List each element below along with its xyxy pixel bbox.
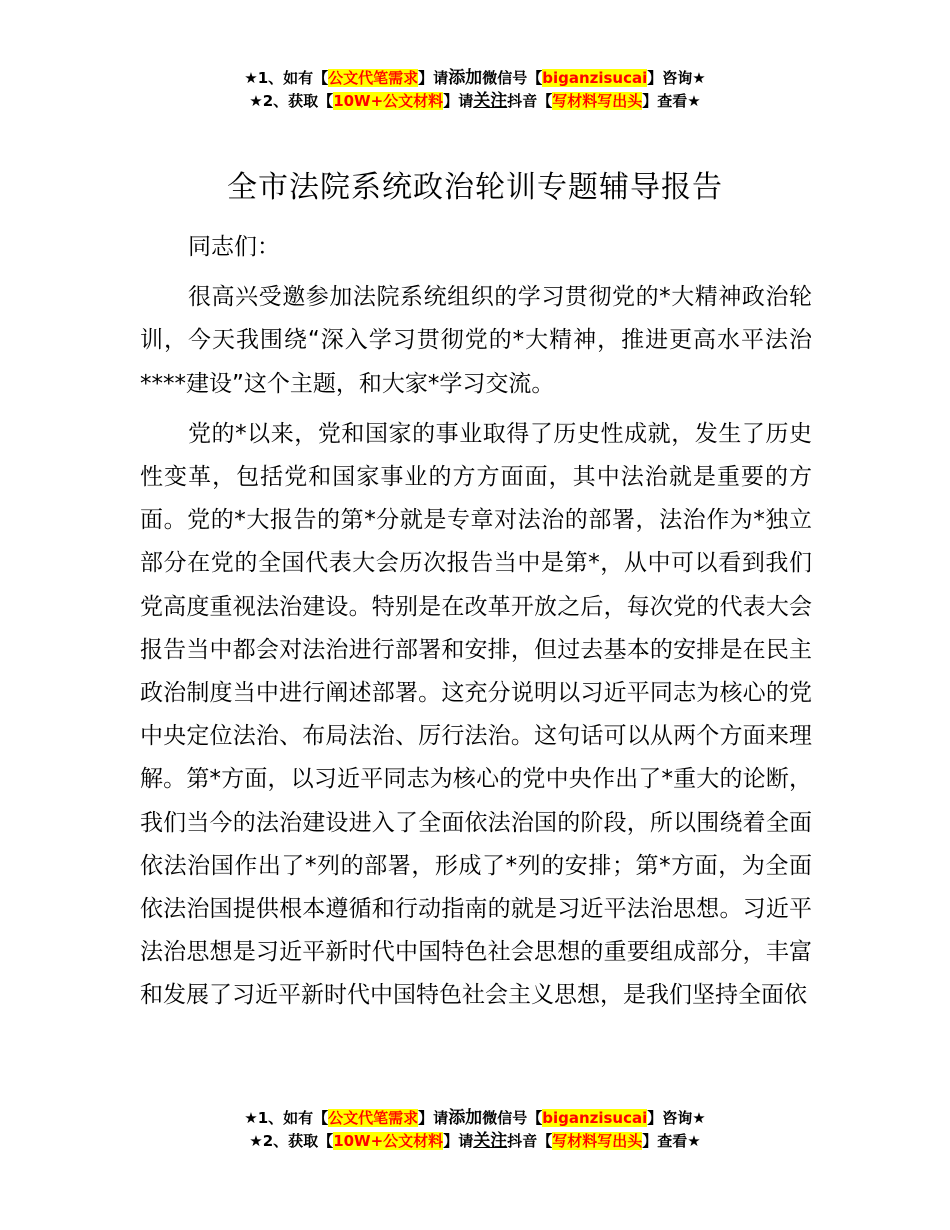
banner-line-1: ★1、如有【公文代笔需求】请添加微信号【biganzisucai】咨询★: [244, 1108, 706, 1128]
highlight-douyin-account: 写材料写出头: [552, 1132, 643, 1150]
header-banner: [0, 67, 950, 113]
highlight-wechat-id: biganzisucai: [542, 1109, 648, 1127]
salutation: 同志们：: [188, 234, 280, 260]
body-paragraph: 党的*以来，党和国家的事业取得了历史性成就，发生了历史性变革，包括党和国家事业的方方面面，其中法治就是重要的方面。党的*大报告的第*分就是专章对法治的部署，法治作为*独立部分在党的全国代表大会历次报告当中是第*，从中可以看到我们党高度重视法治建设。特别是在改革开放之后，每次党的代表大会报告当中都会对法治进行部署和安排，但过去基本的安排是在民主政治制度当中进行阐述部署。这充分说明以习近平同志为核心的党中央定位法治、布局法治、厉行法治。这句话可以从两个方面来理解。第*方面，以习近平同志为核心的党中央作出了*重大的论断，我们当今的法治建设进入了全面依法治国的阶段，所以围绕着全面依法治国作出了*列的部署，形成了*列的安排；第*方面，为全面依法治国提供根本遵循和行动指南的就是习近平法治思想。习近平法治思想是习近平新时代中国特色社会思想的重要组成部分，丰富和发展了习近平新时代中国特色社会主义思想，是我们坚持全面依: [140, 420, 813, 1009]
banner-line-2: ★2、获取【10W+公文材料】请关注抖音【写材料写出头】查看★: [249, 1131, 701, 1151]
highlight-service: 公文代笔需求: [328, 69, 419, 87]
document-body: [140, 226, 812, 1025]
highlight-materials: 10W+公文材料: [333, 92, 444, 110]
highlight-materials: 10W+公文材料: [333, 1132, 444, 1150]
highlight-douyin-account: 写材料写出头: [552, 92, 643, 110]
highlight-wechat-id: biganzisucai: [542, 69, 648, 87]
banner-line-1: ★1、如有【公文代笔需求】请添加微信号【biganzisucai】咨询★: [244, 68, 706, 88]
footer-banner: [0, 1107, 950, 1153]
body-paragraph: 很高兴受邀参加法院系统组织的学习贯彻党的*大精神政治轮训，今天我围绕“深入学习贯彻党的*大精神，推进更高水平法治****建设”这个主题，和大家*学习交流。: [140, 284, 812, 397]
highlight-service: 公文代笔需求: [328, 1109, 419, 1127]
document-title: 全市法院系统政治轮训专题辅导报告: [227, 170, 723, 205]
banner-line-2: ★2、获取【10W+公文材料】请关注抖音【写材料写出头】查看★: [249, 91, 701, 111]
